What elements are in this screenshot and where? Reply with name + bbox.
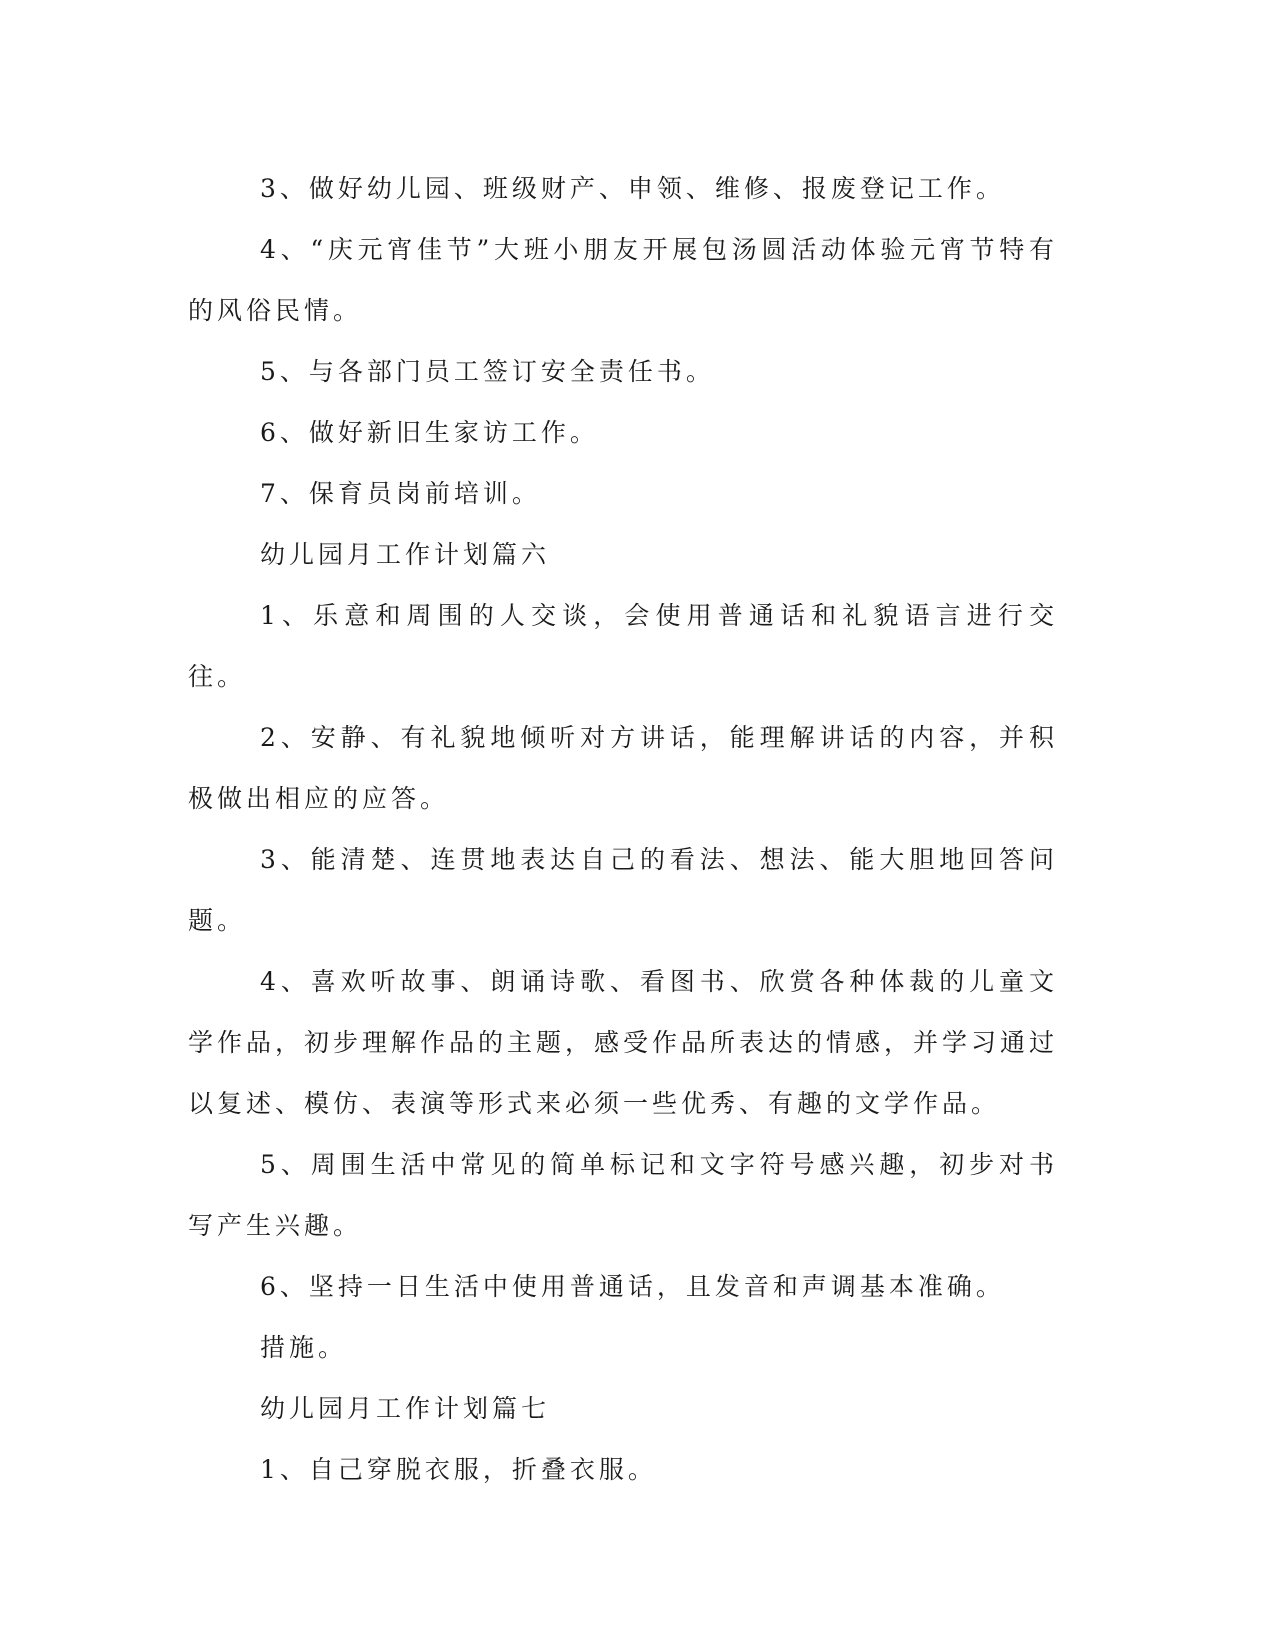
paragraph: 6、做好新旧生家访工作。	[260, 418, 599, 447]
paragraph: 5、与各部门员工签订安全责任书。	[260, 357, 715, 386]
section-heading: 幼儿园月工作计划篇六	[260, 540, 551, 569]
paragraph: 措施。	[260, 1333, 348, 1362]
paragraph: 6、坚持一日生活中使用普通话，且发音和声调基本准确。	[260, 1272, 1005, 1301]
paragraph: 1、自己穿脱衣服，折叠衣服。	[260, 1455, 657, 1484]
paragraph: 5、周围生活中常见的简单标记和文字符号感兴趣，初步对书写产生兴趣。	[188, 1150, 1058, 1240]
paragraph: 4、“庆元宵佳节”大班小朋友开展包汤圆活动体验元宵节特有的风俗民情。	[188, 235, 1058, 325]
paragraph: 1、乐意和周围的人交谈，会使用普通话和礼貌语言进行交往。	[188, 601, 1058, 691]
paragraph: 4、喜欢听故事、朗诵诗歌、看图书、欣赏各种体裁的儿童文学作品，初步理解作品的主题，感受作品所表达的情感，并学习通过以复述、模仿、表演等形式来必须一些优秀、有趣的文学作品。	[188, 967, 1059, 1118]
paragraph: 3、能清楚、连贯地表达自己的看法、想法、能大胆地回答问题。	[188, 845, 1058, 935]
paragraph: 2、安静、有礼貌地倾听对方讲话，能理解讲话的内容，并积极做出相应的应答。	[188, 723, 1058, 813]
section-heading: 幼儿园月工作计划篇七	[260, 1394, 551, 1423]
document-body	[188, 158, 1058, 1500]
paragraph: 3、做好幼儿园、班级财产、申领、维修、报废登记工作。	[260, 174, 1005, 203]
paragraph: 7、保育员岗前培训。	[260, 479, 541, 508]
